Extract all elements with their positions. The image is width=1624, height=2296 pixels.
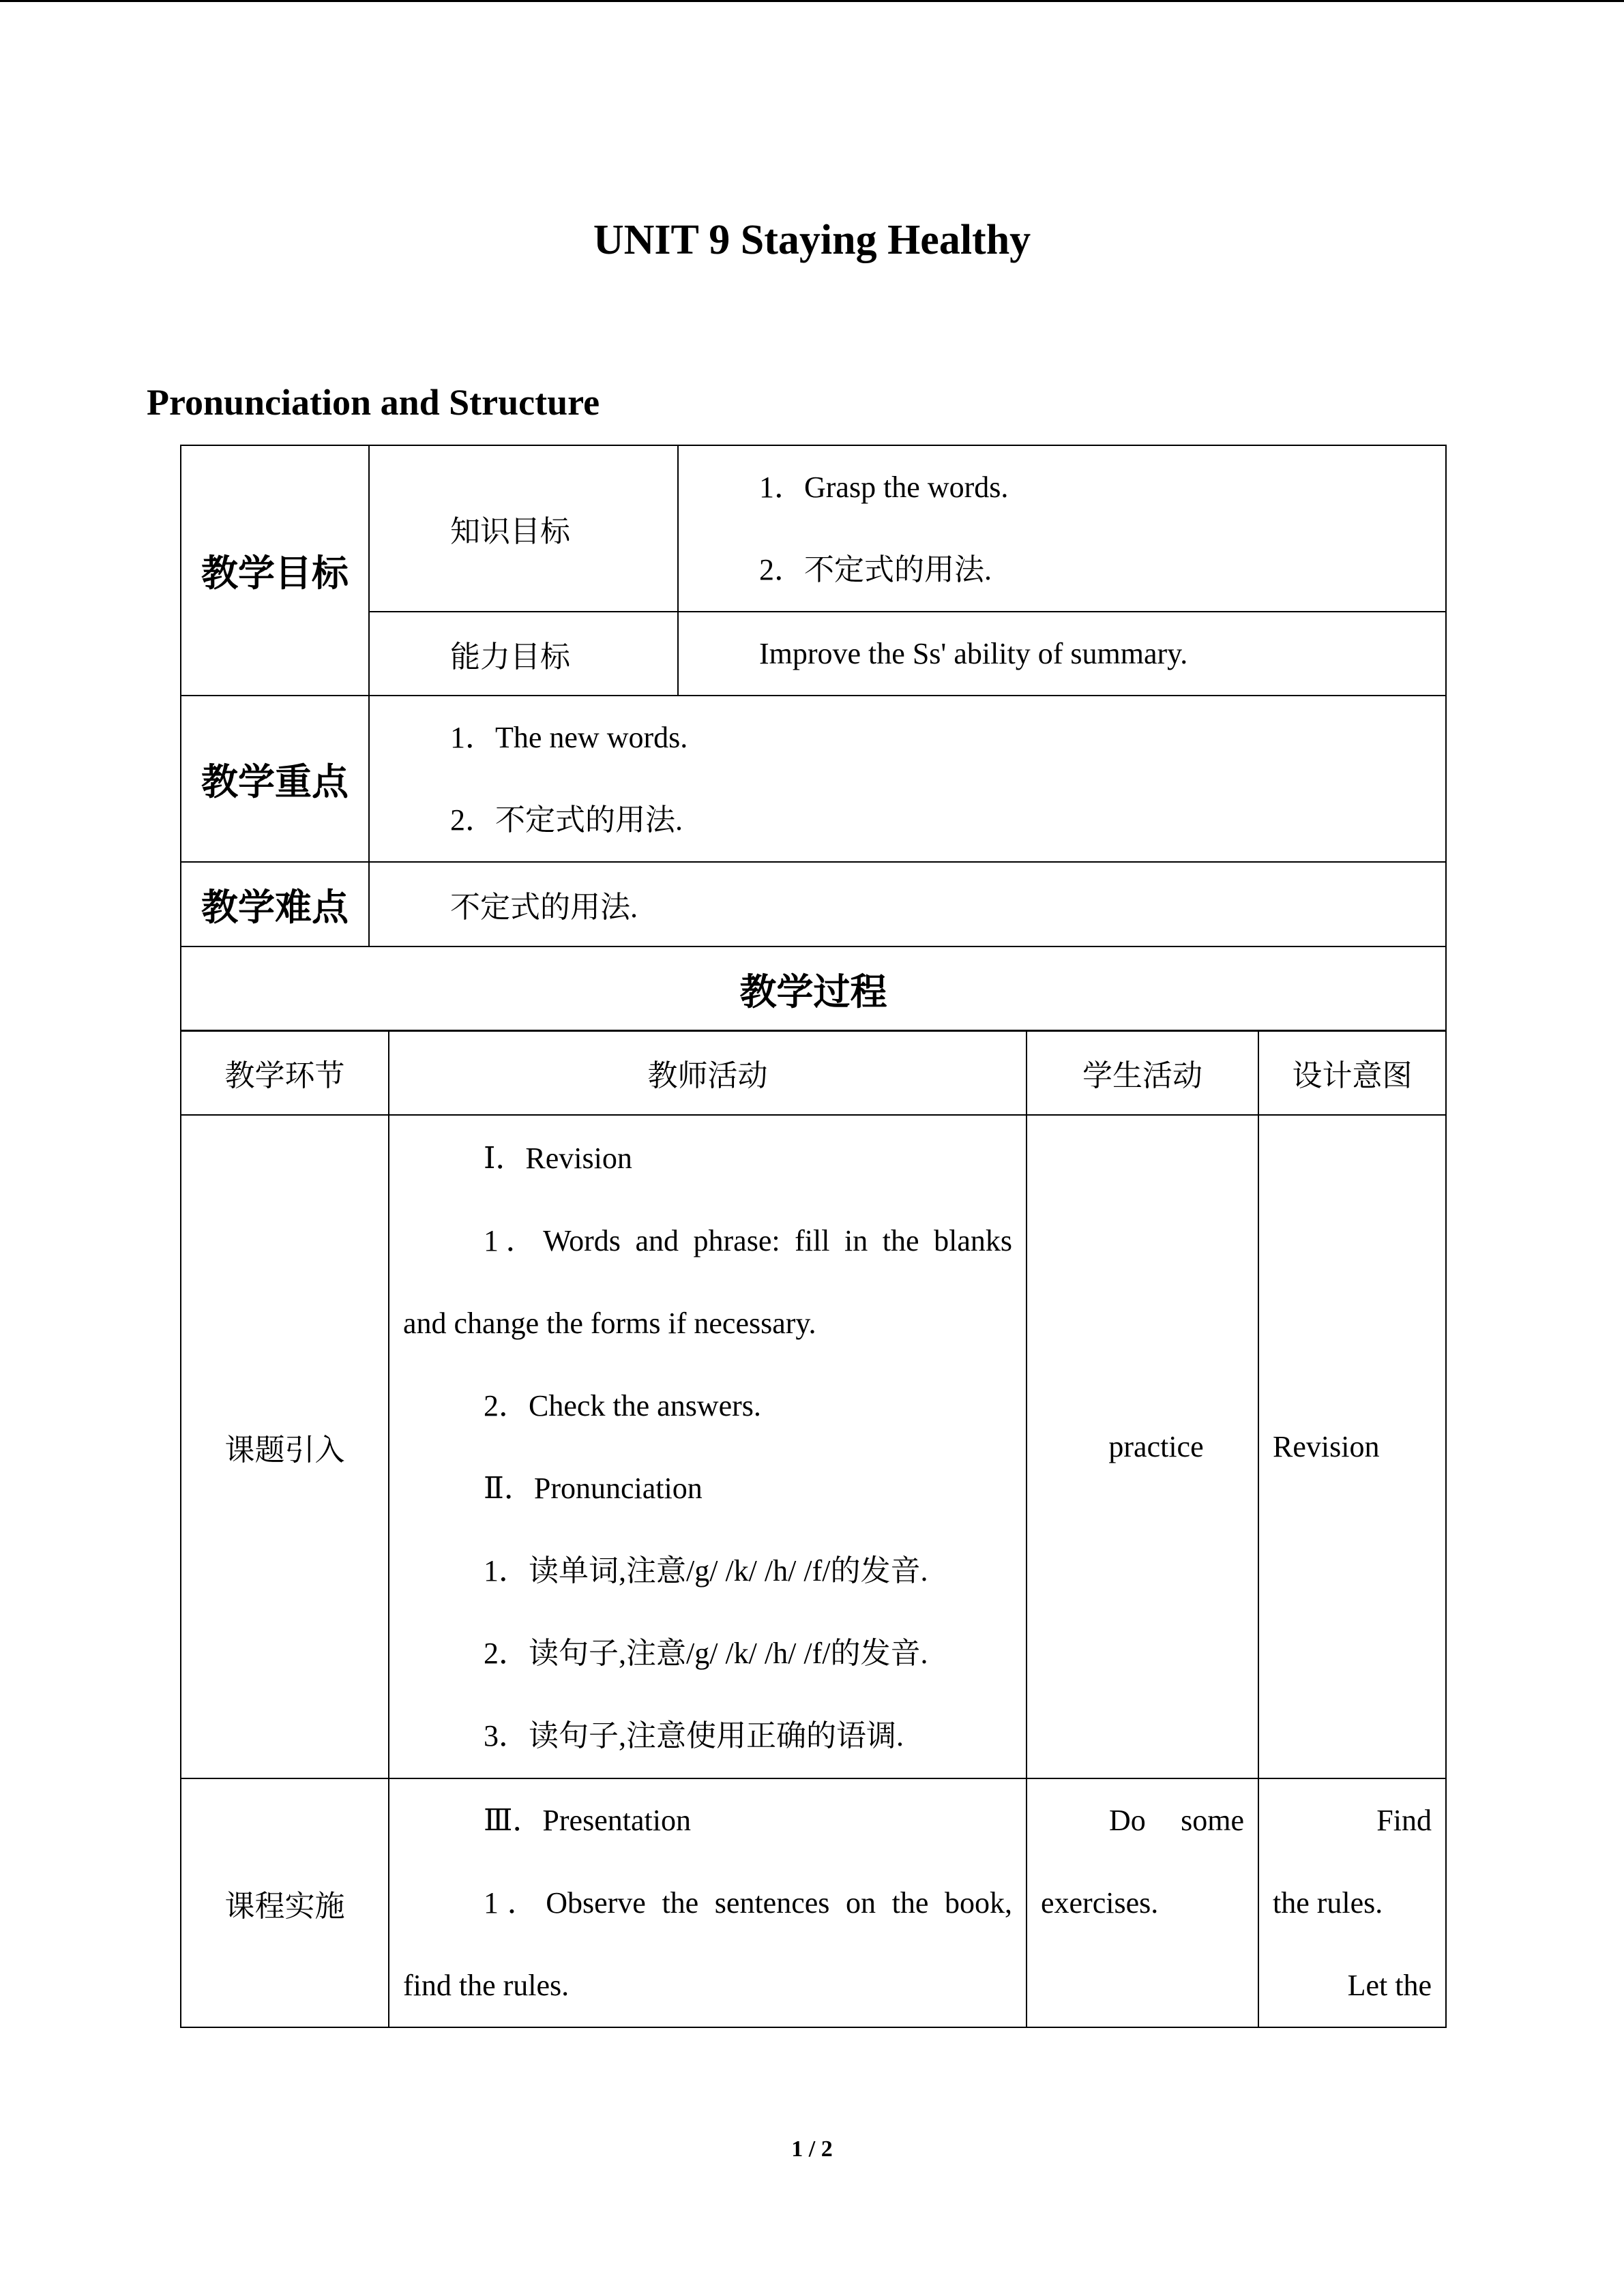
- activity-line: Do some: [1109, 1804, 1244, 1837]
- section-subtitle: Pronunciation and Structure: [147, 382, 600, 423]
- header-design-purpose: 设计意图: [1258, 1030, 1446, 1115]
- activity-line: exercises.: [1041, 1886, 1159, 1920]
- activity-line: 1．Words and phrase: fill in the blanks: [484, 1223, 1012, 1257]
- header-student-activity: 学生活动: [1027, 1030, 1258, 1115]
- activity-line: Ⅲ．Presentation: [484, 1804, 691, 1837]
- activity-line: 1．读单词,注意/g/ /k/ /h/ /f/的发音.: [484, 1553, 928, 1587]
- student-activity-cell: [1027, 1778, 1258, 2027]
- knowledge-objective-label: 知识目标: [369, 445, 678, 612]
- ability-objective-text: Improve the Ss' ability of summary.: [678, 612, 1446, 696]
- page-number: 1 / 2: [791, 2136, 833, 2162]
- difficult-points-text: 不定式的用法.: [369, 862, 1446, 946]
- process-title: 教学过程: [181, 946, 1446, 1031]
- purpose-line: the rules.: [1273, 1886, 1383, 1920]
- key-points-items: [369, 696, 1446, 862]
- teacher-activity-cell: [389, 1778, 1027, 2027]
- design-purpose-cell: [1258, 1778, 1446, 2027]
- knowledge-item: 1．Grasp the words.: [759, 471, 1009, 504]
- purpose-line: Find: [1376, 1804, 1432, 1837]
- header-stage: 教学环节: [181, 1030, 389, 1115]
- activity-line: Ⅰ．Revision: [484, 1141, 632, 1175]
- activity-line: and change the forms if necessary.: [403, 1306, 816, 1340]
- stage-cell: 课题引入: [181, 1115, 389, 1778]
- process-row: [181, 1115, 1446, 1778]
- activity-line: 1．Observe the sentences on the book,: [484, 1886, 1012, 1920]
- process-header-row: [181, 1030, 1446, 1115]
- purpose-line: Let the: [1347, 1969, 1432, 2002]
- difficult-points-label: 教学难点: [181, 862, 369, 946]
- design-purpose-cell: Revision: [1258, 1115, 1446, 1778]
- objectives-label: 教学目标: [181, 445, 369, 696]
- process-row: [181, 1778, 1446, 2027]
- document-title: UNIT 9 Staying Healthy: [593, 217, 1031, 263]
- top-border-line: [0, 0, 1624, 2]
- student-activity-cell: practice: [1027, 1115, 1258, 1778]
- activity-line: find the rules.: [403, 1969, 570, 2002]
- key-point-item: 1．The new words.: [450, 721, 688, 754]
- activity-line: 3．读句子,注意使用正确的语调.: [484, 1718, 904, 1753]
- knowledge-objective-items: [678, 445, 1446, 612]
- ability-objective-label: 能力目标: [369, 612, 678, 696]
- teacher-activity-cell: [389, 1115, 1027, 1778]
- key-point-item: 2．不定式的用法.: [450, 803, 683, 837]
- process-table: [180, 1030, 1447, 2028]
- activity-line: 2．读句子,注意/g/ /k/ /h/ /f/的发音.: [484, 1636, 928, 1670]
- stage-cell: 课程实施: [181, 1778, 389, 2027]
- activity-line: Ⅱ．Pronunciation: [484, 1471, 703, 1505]
- knowledge-item: 2．不定式的用法.: [759, 553, 992, 586]
- key-points-label: 教学重点: [181, 696, 369, 862]
- objectives-table: [180, 445, 1447, 1032]
- header-teacher-activity: 教师活动: [389, 1030, 1027, 1115]
- activity-line: 2．Check the answers.: [484, 1388, 761, 1422]
